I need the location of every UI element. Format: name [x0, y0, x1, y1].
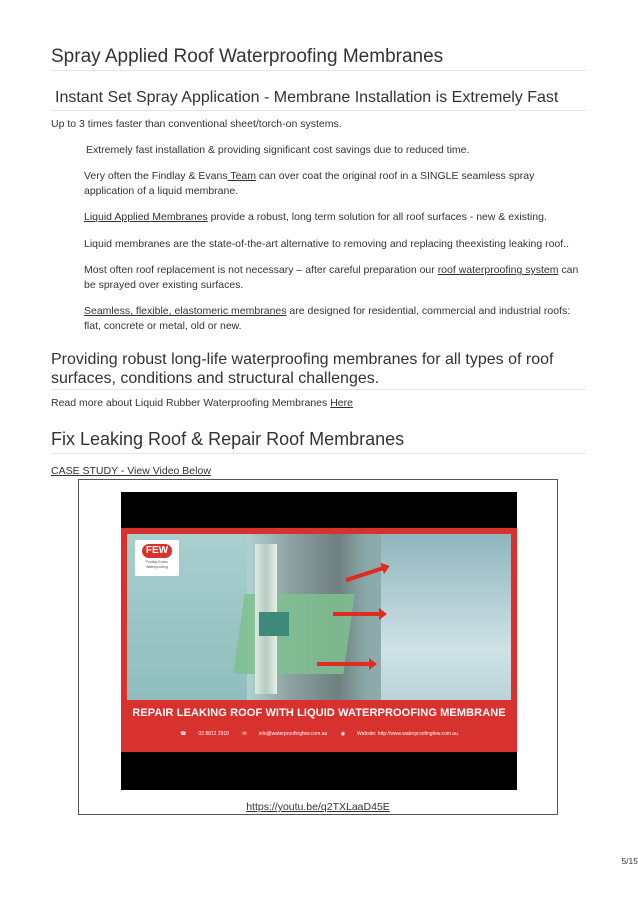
divider	[51, 70, 586, 71]
red-arrow-icon	[333, 612, 381, 616]
section-heading-fix-leaking: Fix Leaking Roof & Repair Roof Membranes	[51, 429, 405, 449]
video-contact-row	[121, 730, 517, 738]
paragraph-seamless-text: are designed for residential, commercial and industrial roofs: flat, concrete or metal, old or new.	[84, 305, 571, 332]
team-link[interactable]: Team	[227, 170, 256, 182]
video-banner-title: REPAIR LEAKING ROOF WITH LIQUID WATERPROOFING MEMBRANE	[132, 707, 506, 719]
section-heading-robust: Providing robust long-life waterproofing membranes for all types of roof surfaces, conditions and structural challenges.	[51, 351, 554, 387]
paragraph-team	[84, 169, 586, 199]
few-logo-subtitle: Findlay Evans Waterproofing	[146, 560, 168, 569]
divider	[51, 110, 586, 111]
roof-waterproofing-system-link[interactable]: roof waterproofing system	[437, 264, 559, 276]
globe-icon: ◉	[340, 731, 346, 737]
paragraph-roof-replacement	[84, 263, 586, 293]
read-more-text	[51, 396, 586, 411]
paragraph-fast-installation: Extremely fast installation & providing significant cost savings due to reduced time.	[86, 144, 470, 156]
red-arrow-icon	[345, 566, 384, 582]
read-more-here-link[interactable]: Here	[330, 397, 353, 409]
video-website: Website: http://www.waterproofingfew.com.au	[357, 731, 458, 737]
page-title: Spray Applied Roof Waterproofing Membranes	[51, 46, 444, 67]
video-thumbnail-photo	[127, 534, 511, 700]
video-url-line	[79, 800, 557, 814]
read-more-label: Read more about Liquid Rubber Waterproofing Membranes	[51, 397, 331, 409]
case-study-link[interactable]: CASE STUDY - View Video Below	[51, 465, 211, 477]
divider	[51, 389, 586, 390]
video-embed-frame	[78, 479, 558, 815]
few-logo-mark: FEW	[142, 544, 172, 558]
divider	[51, 453, 586, 454]
paragraph-state-of-art: Liquid membranes are the state-of-the-art alternative to removing and replacing theexisting leaking roof..	[84, 238, 570, 250]
phone-icon: ☎	[180, 731, 187, 737]
seamless-membranes-link[interactable]: Seamless, flexible, elastomeric membranes	[84, 305, 287, 317]
video-thumbnail[interactable]	[121, 528, 517, 752]
intro-text: Up to 3 times faster than conventional sheet/torch-on systems.	[51, 118, 342, 130]
video-player[interactable]	[121, 492, 517, 790]
paragraph-team-text: Very often the Findlay & Evans	[84, 170, 228, 182]
paragraph-liquid-membranes-text: provide a robust, long term solution for all roof surfaces - new & existing.	[207, 211, 547, 223]
video-email: info@waterproofingfew.com.au	[258, 731, 328, 737]
red-arrow-icon	[317, 662, 371, 666]
case-study-link-line	[51, 464, 586, 479]
video-phone: 03 8812 2918	[198, 731, 229, 737]
paragraph-seamless	[84, 304, 586, 334]
liquid-applied-membranes-link[interactable]: Liquid Applied Membranes	[84, 211, 208, 223]
paragraph-roof-replacement-text: Most often roof replacement is not necessary – after careful preparation our	[84, 264, 438, 276]
paragraph-liquid-membranes	[84, 210, 586, 225]
paragraph-team-text-end: can over coat the original roof in a SINGLE seamless spray application of a liquid membrane.	[84, 170, 535, 197]
youtube-link[interactable]: https://youtu.be/q2TXLaaD45E	[246, 801, 390, 813]
thumbnail-pump	[259, 612, 289, 636]
section-heading-instant-set: Instant Set Spray Application - Membrane Installation is Extremely Fast	[55, 89, 559, 106]
paragraph-roof-replacement-text-end: can be sprayed over existing surfaces.	[84, 264, 579, 291]
thumbnail-window	[381, 534, 511, 700]
page-number: 5/15	[621, 856, 638, 866]
few-logo	[135, 540, 179, 576]
email-icon: ✉	[242, 731, 247, 737]
